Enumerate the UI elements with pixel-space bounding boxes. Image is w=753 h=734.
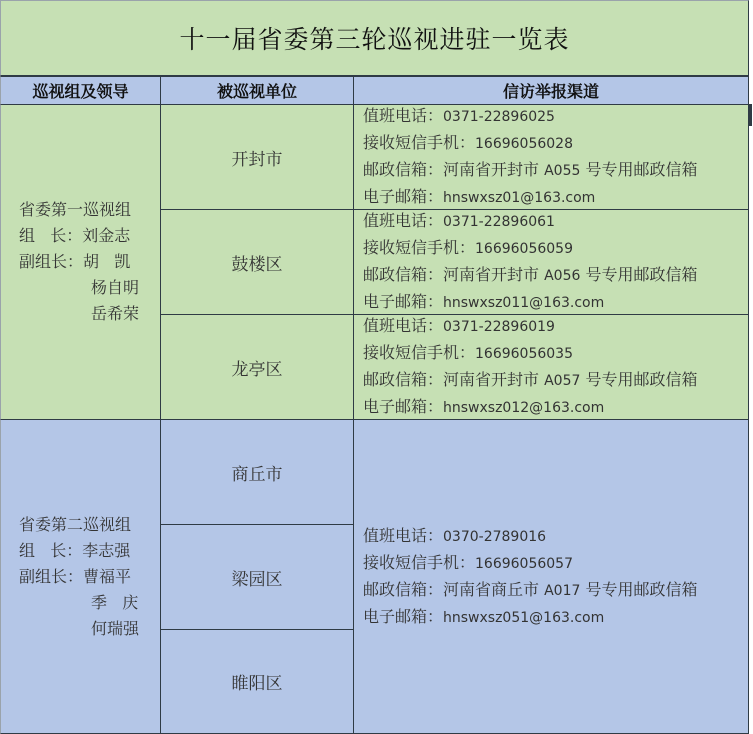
mail-line xyxy=(363,367,748,394)
unit-cell xyxy=(161,630,354,734)
unit-cell xyxy=(161,315,354,420)
mail-suffix: 号专用邮政信箱 xyxy=(580,579,698,599)
mail-code: A055 xyxy=(544,163,581,179)
group2-leader-cell xyxy=(0,420,161,734)
email-label: 电子邮箱： xyxy=(363,397,444,416)
sms-number: 16696056057 xyxy=(475,555,573,572)
mail-address: 河南省开封市 xyxy=(443,265,545,284)
email-line xyxy=(363,604,748,631)
sms-number: 16696056035 xyxy=(475,346,573,362)
mail-line xyxy=(363,262,748,289)
unit-cell xyxy=(161,420,354,525)
leader-row xyxy=(19,538,160,564)
email-line xyxy=(363,184,748,211)
mail-address: 河南省开封市 xyxy=(443,160,545,179)
mail-suffix: 号专用邮政信箱 xyxy=(580,370,698,389)
sms-label: 接收短信手机： xyxy=(363,238,476,257)
unit-cell xyxy=(161,105,354,210)
header-cell-group xyxy=(0,76,161,105)
phone-number: 0371-22896061 xyxy=(443,214,555,230)
phone-number: 0371-22896025 xyxy=(443,109,555,125)
leader-name: 刘金志 xyxy=(82,226,131,245)
deputy-name: 曹福平 xyxy=(83,566,132,586)
title-text: 十一届省委第三轮巡视进驻一览表 xyxy=(179,25,570,54)
phone-label: 值班电话： xyxy=(363,106,444,125)
leader-label: 组 长： xyxy=(19,226,83,245)
mail-code: A056 xyxy=(544,268,581,284)
phone-label: 值班电话： xyxy=(363,211,444,230)
group-name: 省委第二巡视组 xyxy=(19,514,132,534)
mail-code: A017 xyxy=(544,582,581,599)
phone-line xyxy=(363,313,748,340)
mail-suffix: 号专用邮政信箱 xyxy=(580,265,698,284)
unit-name: 商丘市 xyxy=(231,464,283,485)
mail-line xyxy=(363,577,748,604)
table-title xyxy=(0,0,749,76)
phone-number: 0371-22896019 xyxy=(443,319,555,335)
mail-address: 河南省商丘市 xyxy=(443,579,545,599)
header-label: 巡视组及领导 xyxy=(32,82,129,101)
deputy-name: 杨自明 xyxy=(91,278,140,297)
deputy-name: 季 庆 xyxy=(91,592,139,612)
header-label: 信访举报渠道 xyxy=(502,82,599,101)
email-label: 电子邮箱： xyxy=(363,292,444,311)
sms-number: 16696056059 xyxy=(475,241,573,257)
group1-leader-cell xyxy=(0,105,161,420)
mail-suffix: 号专用邮政信箱 xyxy=(580,160,698,179)
unit-name: 开封市 xyxy=(231,149,283,170)
phone-number: 0370-2789016 xyxy=(443,528,547,545)
deputy-row xyxy=(19,249,160,275)
deputy-name: 岳希荣 xyxy=(91,304,140,323)
leader-row xyxy=(19,223,160,249)
email-address[interactable]: hnswxsz011@163.com xyxy=(443,295,605,311)
mail-label: 邮政信箱： xyxy=(363,579,444,599)
header-label: 被巡视单位 xyxy=(216,82,297,101)
deputy-name: 何瑞强 xyxy=(91,618,140,638)
sms-label: 接收短信手机： xyxy=(363,552,476,572)
sms-label: 接收短信手机： xyxy=(363,133,476,152)
sms-number: 16696056028 xyxy=(475,136,573,152)
unit-cell xyxy=(161,210,354,315)
leader-name: 李志强 xyxy=(82,540,131,560)
unit-name: 梁园区 xyxy=(231,569,283,590)
header-cell-channel xyxy=(354,76,749,105)
sms-line xyxy=(363,550,748,577)
unit-name: 睢阳区 xyxy=(231,674,283,694)
sms-line xyxy=(363,235,748,262)
phone-line xyxy=(363,523,748,550)
unit-cell xyxy=(161,525,354,630)
group-name: 省委第一巡视组 xyxy=(19,200,132,219)
mail-label: 邮政信箱： xyxy=(363,265,444,284)
mail-label: 邮政信箱： xyxy=(363,160,444,179)
contact-cell xyxy=(354,420,749,734)
sms-line xyxy=(363,130,748,157)
email-line xyxy=(363,289,748,316)
deputy-label: 副组长： xyxy=(19,566,84,586)
email-address[interactable]: hnswxsz051@163.com xyxy=(443,609,605,626)
unit-name: 鼓楼区 xyxy=(231,254,283,275)
sms-line xyxy=(363,340,748,367)
contact-cell xyxy=(354,210,749,315)
column-edge-mark xyxy=(749,104,752,126)
leader-label: 组 长： xyxy=(19,540,83,560)
email-line xyxy=(363,394,748,421)
unit-name: 龙亭区 xyxy=(231,359,283,380)
phone-label: 值班电话： xyxy=(363,316,444,335)
contact-cell xyxy=(354,105,749,210)
contact-cell xyxy=(354,315,749,420)
deputy-row xyxy=(19,564,160,590)
mail-line xyxy=(363,157,748,184)
email-address[interactable]: hnswxsz01@163.com xyxy=(443,190,596,206)
deputy-name: 胡 凯 xyxy=(83,252,131,271)
mail-code: A057 xyxy=(544,373,581,389)
email-label: 电子邮箱： xyxy=(363,187,444,206)
deputy-label: 副组长： xyxy=(19,252,84,271)
email-label: 电子邮箱： xyxy=(363,606,444,626)
phone-line xyxy=(363,208,748,235)
phone-label: 值班电话： xyxy=(363,525,444,545)
header-cell-unit xyxy=(161,76,354,105)
mail-address: 河南省开封市 xyxy=(443,370,545,389)
email-address[interactable]: hnswxsz012@163.com xyxy=(443,400,605,416)
mail-label: 邮政信箱： xyxy=(363,370,444,389)
phone-line xyxy=(363,103,748,130)
sms-label: 接收短信手机： xyxy=(363,343,476,362)
